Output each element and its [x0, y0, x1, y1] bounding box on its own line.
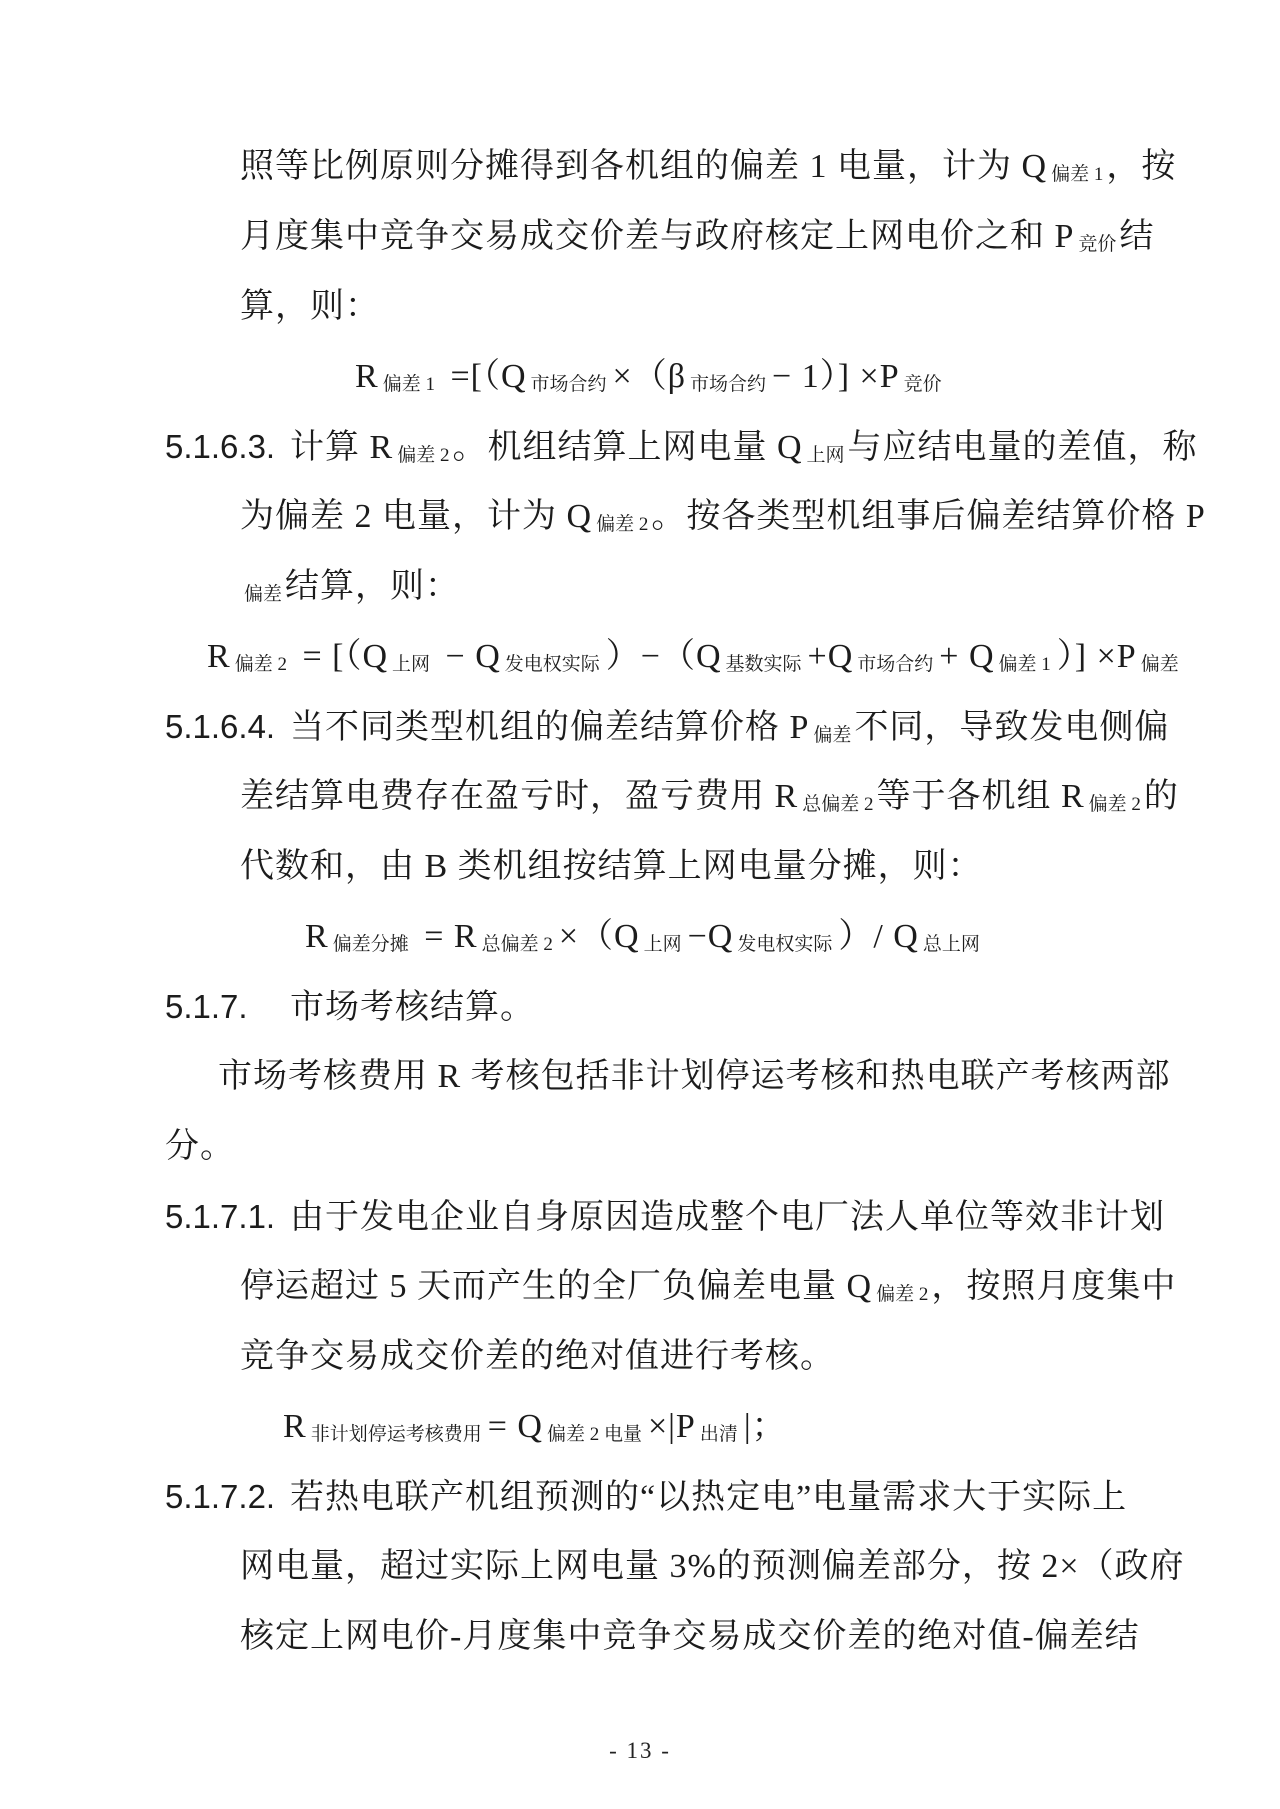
- subscript: 偏差 2: [596, 514, 649, 535]
- text-segment: 计算 R: [290, 429, 394, 466]
- text-segment: R: [207, 638, 231, 675]
- subscript: 偏差 2: [1088, 794, 1141, 815]
- subscript: 发电权实际: [504, 654, 600, 675]
- text-segment: 网电量，超过实际上网电量 3%的预测偏差部分，按 2×（政府: [240, 1548, 1185, 1585]
- text-segment: − Q: [436, 638, 501, 675]
- text-segment: 若热电联产机组预测的“以热定电”电量需求大于实际上: [290, 1479, 1128, 1516]
- text-line: [240, 132, 1205, 202]
- subscript: 上网: [392, 654, 431, 675]
- subscript: 总偏差 2: [481, 934, 553, 955]
- text-segment: 结: [1119, 218, 1155, 255]
- text-segment: 竞争交易成交价差的绝对值进行考核。: [240, 1338, 835, 1375]
- text-line: [240, 482, 1205, 552]
- subscript: 总上网: [922, 934, 980, 955]
- section-number: 5.1.7.2.: [165, 1478, 276, 1515]
- text-segment: 结算，则：: [285, 568, 461, 605]
- section-heading-5171: [165, 1182, 1205, 1252]
- text-segment: R: [305, 918, 329, 955]
- text-segment: − 1）] ×P: [772, 358, 900, 395]
- formula-r-piancha2: [207, 622, 1205, 692]
- text-line: [240, 1532, 1205, 1602]
- subscript: 偏差分摊: [332, 934, 409, 955]
- subscript: 偏差 1: [382, 374, 435, 395]
- subscript: 偏差: [813, 725, 852, 746]
- text-segment: |；: [743, 1408, 787, 1445]
- text-segment: 的: [1143, 778, 1179, 815]
- text-segment: 分。: [165, 1128, 235, 1165]
- text-segment: 差结算电费存在盈亏时，盈亏费用 R: [240, 778, 799, 815]
- text-segment: + Q: [939, 638, 995, 675]
- text-segment: = [（Q: [292, 638, 389, 675]
- text-line: [240, 832, 1205, 902]
- text-segment: 市场考核结算。: [290, 989, 535, 1026]
- text-line: [240, 1602, 1205, 1672]
- text-segment: =[（Q: [440, 358, 527, 395]
- subscript: 竞价: [1078, 234, 1117, 255]
- formula-r-kaohe: [283, 1392, 1205, 1462]
- text-line: [218, 1042, 1205, 1112]
- text-segment: R: [283, 1408, 307, 1445]
- text-segment: 。按各类型机组事后偏差结算价格 P: [651, 498, 1206, 535]
- text-segment: 。机组结算上网电量 Q: [452, 429, 803, 466]
- text-segment: 停运超过 5 天而产生的全厂负偏差电量 Q: [240, 1268, 873, 1305]
- subscript: 上网: [643, 934, 682, 955]
- text-segment: ）/ Q: [838, 918, 919, 955]
- section-heading-5164: [165, 692, 1205, 762]
- text-segment: 月度集中竞争交易成交价差与政府核定上网电价之和 P: [240, 218, 1075, 255]
- subscript: 偏差: [244, 584, 283, 605]
- subscript: 市场合约: [690, 374, 767, 395]
- section-heading-5172: [165, 1462, 1205, 1532]
- text-segment: ×（β: [612, 358, 687, 395]
- subscript: 偏差 1: [1051, 164, 1104, 185]
- text-line: [240, 202, 1205, 272]
- subscript: 偏差 1: [998, 654, 1051, 675]
- text-segment: = R: [414, 918, 478, 955]
- subscript: 发电权实际: [737, 934, 833, 955]
- text-segment: +Q: [807, 638, 854, 675]
- text-segment: ，按照月度集中: [931, 1268, 1177, 1305]
- text-line: [240, 272, 1205, 342]
- subscript: 非计划停运考核费用: [310, 1424, 482, 1445]
- text-segment: 由于发电企业自身原因造成整个电厂法人单位等效非计划: [290, 1199, 1165, 1236]
- text-line: [240, 552, 1205, 622]
- subscript: 基数实际: [725, 654, 802, 675]
- text-segment: ×|P: [647, 1408, 696, 1445]
- formula-r-piancha1: [355, 342, 1205, 412]
- text-segment: 代数和，由 B 类机组按结算上网电量分摊，则：: [240, 848, 983, 885]
- text-segment: 算，则：: [240, 288, 380, 325]
- text-segment: 与应结电量的差值，称: [847, 429, 1198, 466]
- text-segment: 照等比例原则分摊得到各机组的偏差 1 电量，计为 Q: [240, 148, 1048, 185]
- subscript: 竞价: [903, 374, 942, 395]
- page-number: - 13 -: [609, 1738, 671, 1763]
- text-line: [240, 762, 1205, 832]
- text-segment: ）−（Q: [605, 638, 722, 675]
- text-segment: R: [355, 358, 379, 395]
- subscript: 市场合约: [857, 654, 934, 675]
- subscript: 总偏差 2: [802, 794, 874, 815]
- text-segment: 核定上网电价-月度集中竞争交易成交价差的绝对值-偏差结: [240, 1618, 1140, 1655]
- section-heading-5163: [165, 412, 1205, 482]
- text-segment: 市场考核费用 R 考核包括非计划停运考核和热电联产考核两部: [218, 1058, 1171, 1095]
- text-line: [165, 1112, 1205, 1182]
- text-line: [240, 1322, 1205, 1392]
- text-segment: = Q: [487, 1408, 543, 1445]
- text-segment: ，按: [1106, 148, 1177, 185]
- section-number: 5.1.7.1.: [165, 1198, 276, 1235]
- subscript: 偏差 2 电量: [546, 1424, 642, 1445]
- section-heading-517: [165, 972, 1205, 1042]
- text-segment: ×（Q: [558, 918, 640, 955]
- text-segment: −Q: [687, 918, 734, 955]
- text-line: [240, 1252, 1205, 1322]
- section-number: 5.1.7.: [165, 988, 248, 1025]
- text-segment: 等于各机组 R: [876, 778, 1085, 815]
- subscript: 上网: [806, 445, 845, 466]
- subscript: 偏差 2: [234, 654, 287, 675]
- text-segment: 为偏差 2 电量，计为 Q: [240, 498, 593, 535]
- text-segment: ）] ×P: [1056, 638, 1137, 675]
- subscript: 偏差 2: [876, 1284, 929, 1305]
- subscript: 出清: [699, 1424, 738, 1445]
- section-number: 5.1.6.4.: [165, 708, 276, 745]
- subscript: 偏差 2: [397, 445, 450, 466]
- subscript: 市场合约: [530, 374, 607, 395]
- subscript: 偏差: [1140, 654, 1179, 675]
- formula-r-fentan: [305, 902, 1205, 972]
- document-body: [165, 132, 1205, 1672]
- section-number: 5.1.6.3.: [165, 428, 276, 465]
- text-segment: 不同，导致发电侧偏: [854, 709, 1170, 746]
- text-segment: 当不同类型机组的偏差结算价格 P: [290, 709, 810, 746]
